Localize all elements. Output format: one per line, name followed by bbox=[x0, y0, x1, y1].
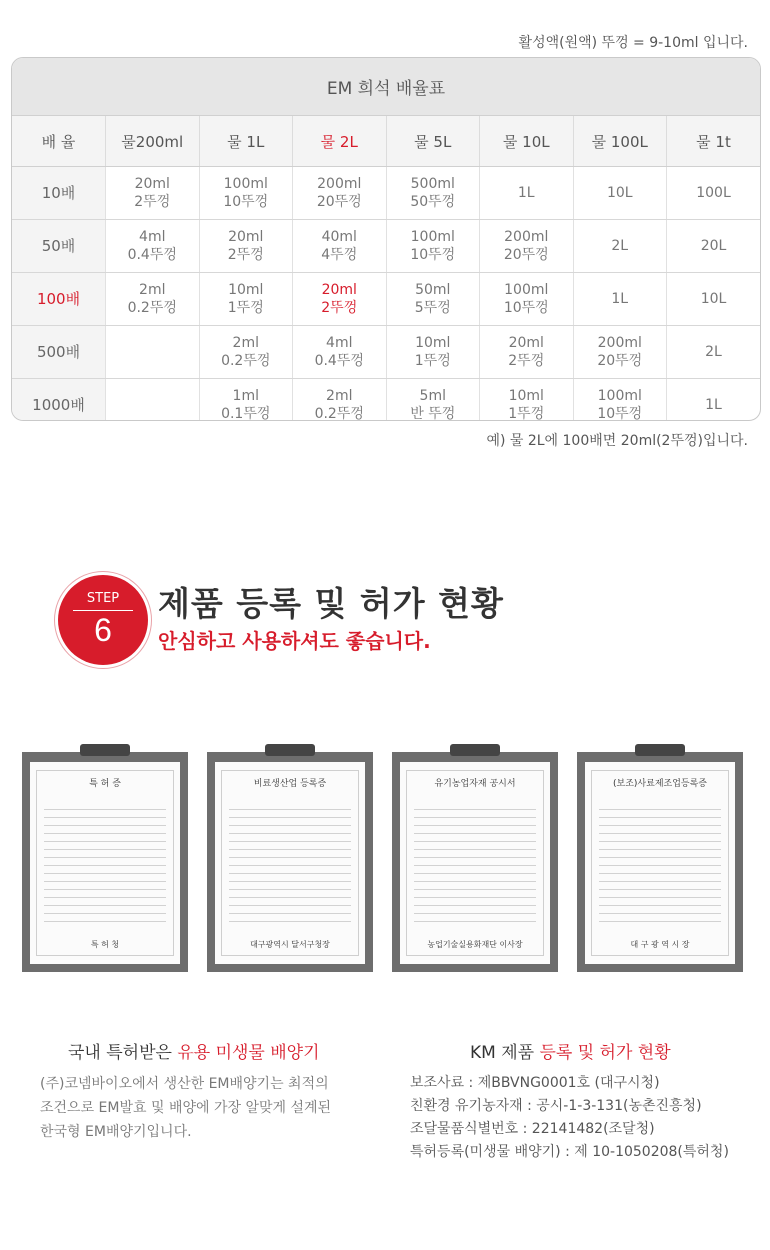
clipboard-clip bbox=[80, 744, 130, 756]
table-cell: 2L bbox=[573, 220, 667, 273]
table-cell: 100ml 10뚜껑 bbox=[199, 167, 293, 220]
table-cell: 4ml 0.4뚜껑 bbox=[106, 220, 200, 273]
table-cell: 10ml 1뚜껑 bbox=[386, 326, 480, 379]
patent-caption: 국내 특허받은 유용 미생물 배양기 bbox=[68, 1043, 320, 1063]
certificate-issuer: 대구광역시 달서구청장 bbox=[250, 940, 330, 949]
table-cell: 10ml 1뚜껑 bbox=[199, 273, 293, 326]
table-cell: 200ml 20뚜껑 bbox=[293, 167, 387, 220]
table-cell: 500ml 50뚜껑 bbox=[386, 167, 480, 220]
table-cell bbox=[106, 379, 200, 422]
certificate-title: (보조)사료제조업등록증 bbox=[613, 779, 707, 789]
certificate-title: 비료생산업 등록증 bbox=[253, 779, 327, 789]
table-cell: 40ml 4뚜껑 bbox=[293, 220, 387, 273]
table-cell: 20ml 2뚜껑 bbox=[199, 220, 293, 273]
table-row bbox=[12, 273, 760, 326]
column-header: 물 2L bbox=[293, 116, 387, 167]
row-label: 1000배 bbox=[12, 379, 106, 422]
registration-caption: KM 제품 등록 및 허가 현황 bbox=[470, 1043, 671, 1063]
table-row bbox=[12, 379, 760, 422]
column-header: 배 율 bbox=[12, 116, 106, 167]
table-cell: 10L bbox=[667, 273, 761, 326]
step-divider bbox=[73, 610, 133, 611]
table-caption: EM 희석 배율표 bbox=[12, 58, 760, 116]
patent-description: (주)코넴바이오에서 생산한 EM배양기는 최적의 조건으로 EM발효 및 배양에 가장 알맞게 설계된 한국형 EM배양기입니다. bbox=[40, 1076, 332, 1140]
clipboard-clip bbox=[265, 744, 315, 756]
section-subtitle: 안심하고 사용하셔도 좋습니다. bbox=[158, 629, 431, 653]
table-cell: 2L bbox=[667, 326, 761, 379]
table-cell: 10L bbox=[573, 167, 667, 220]
table-cell: 20ml 2뚜껑 bbox=[106, 167, 200, 220]
table-cell: 50ml 5뚜껑 bbox=[386, 273, 480, 326]
table-cell: 4ml 0.4뚜껑 bbox=[293, 326, 387, 379]
table-cell: 1L bbox=[480, 167, 574, 220]
row-label: 500배 bbox=[12, 326, 106, 379]
row-label: 10배 bbox=[12, 167, 106, 220]
table-cell: 1L bbox=[705, 397, 722, 413]
certificate-issuer: 대 구 광 역 시 장 bbox=[630, 940, 690, 949]
step-number: 6 bbox=[94, 612, 112, 648]
table-cell: 20ml 2뚜껑 bbox=[293, 273, 387, 326]
table-row bbox=[12, 220, 760, 273]
section-title: 제품 등록 및 허가 현황 bbox=[158, 584, 504, 623]
table-cell: 2ml 0.2뚜껑 bbox=[199, 326, 293, 379]
certificate-title: 특 허 증 bbox=[89, 779, 121, 789]
clipboard-clip bbox=[450, 744, 500, 756]
table-cell bbox=[106, 326, 200, 379]
table-cell: 100L bbox=[667, 167, 761, 220]
concentrate-note: 활성액(원액) 뚜껑 = 9-10ml 입니다. bbox=[518, 35, 748, 51]
certificate-title: 유기농업자재 공시서 bbox=[434, 779, 516, 789]
step-badge bbox=[58, 575, 148, 665]
example-note: 예) 물 2L에 100배면 20ml(2뚜껑)입니다. bbox=[486, 433, 748, 449]
certificate-fertilizer bbox=[207, 752, 373, 972]
clipboard-clip bbox=[635, 744, 685, 756]
table-cell: 1ml 0.1뚜껑 bbox=[199, 379, 293, 422]
table-cell: 100ml 10뚜껑 bbox=[573, 379, 667, 422]
column-header: 물 1t bbox=[667, 116, 761, 167]
step-label: STEP bbox=[86, 591, 120, 606]
column-header: 물 1L bbox=[199, 116, 293, 167]
table-cell: 20L bbox=[667, 220, 761, 273]
certificate-feed bbox=[577, 752, 743, 972]
column-header: 물 100L bbox=[573, 116, 667, 167]
table-cell: 1L bbox=[573, 273, 667, 326]
table-row bbox=[12, 326, 760, 379]
table-cell: 2ml 0.2뚜껑 bbox=[293, 379, 387, 422]
certificate-patent bbox=[22, 752, 188, 972]
table-cell: 5ml 반 뚜껑 bbox=[386, 379, 480, 422]
column-header: 물200ml bbox=[106, 116, 200, 167]
table-cell: 100ml 10뚜껑 bbox=[480, 273, 574, 326]
certificate-issuer: 특 허 청 bbox=[90, 940, 120, 949]
table-cell: 200ml 20뚜껑 bbox=[480, 220, 574, 273]
dilution-table bbox=[11, 57, 761, 421]
column-header: 물 10L bbox=[480, 116, 574, 167]
table-cell: 2ml 0.2뚜껑 bbox=[106, 273, 200, 326]
certificate-issuer: 농업기술실용화재단 이사장 bbox=[427, 940, 523, 949]
table-cell: 10ml 1뚜껑 bbox=[480, 379, 574, 422]
table-row bbox=[12, 167, 760, 220]
table-cell: 200ml 20뚜껑 bbox=[573, 326, 667, 379]
certificate-organic bbox=[392, 752, 558, 972]
table-cell: 20ml 2뚜껑 bbox=[480, 326, 574, 379]
table-cell: 100ml 10뚜껑 bbox=[386, 220, 480, 273]
column-header: 물 5L bbox=[386, 116, 480, 167]
row-label: 50배 bbox=[12, 220, 106, 273]
registration-info: 보조사료 : 제BBVNG0001호 (대구시청) 친환경 유기농자재 : 공시-1-3-131(농촌진흥청) 조달물품식별번호 : 22141482(조달청) 특허등록(미생물 배양기) : 제 10-1050208(특허청) bbox=[410, 1075, 729, 1160]
row-label: 100배 bbox=[12, 273, 106, 326]
